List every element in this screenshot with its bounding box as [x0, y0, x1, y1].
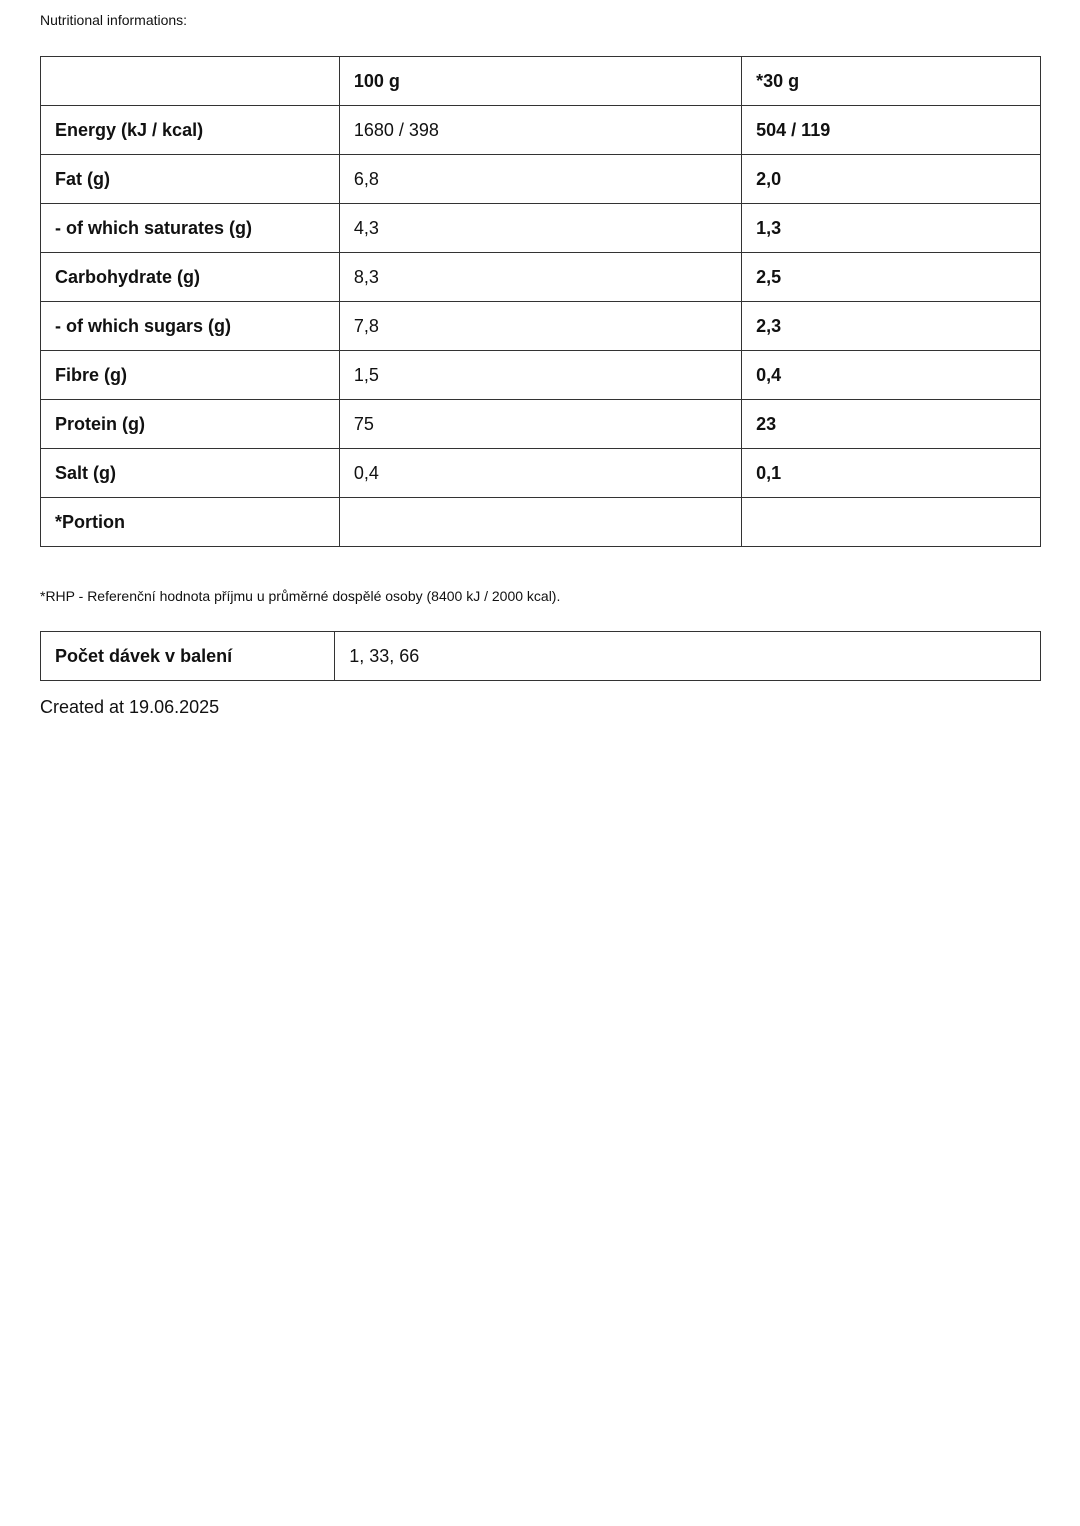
table-row: [41, 498, 1041, 547]
row-label: - of which saturates (g): [41, 204, 340, 253]
row-per-portion: 2,5: [742, 253, 1041, 302]
row-per-100g: 4,3: [339, 204, 741, 253]
table-row: [41, 106, 1041, 155]
portions-table: [40, 631, 1041, 681]
rhp-footnote: *RHP - Referenční hodnota příjmu u průměrné dospělé osoby (8400 kJ / 2000 kcal).: [40, 588, 561, 604]
nutrition-table: [40, 56, 1041, 547]
table-row: [41, 302, 1041, 351]
row-per-portion: 23: [742, 400, 1041, 449]
row-per-100g: 1680 / 398: [339, 106, 741, 155]
row-label: Energy (kJ / kcal): [41, 106, 340, 155]
header-per-100g-cell: 100 g: [339, 57, 741, 106]
row-per-portion: 1,3: [742, 204, 1041, 253]
table-row: [41, 204, 1041, 253]
row-per-100g: 6,8: [339, 155, 741, 204]
row-label: Protein (g): [41, 400, 340, 449]
table-row: [41, 351, 1041, 400]
table-row: [41, 155, 1041, 204]
table-row: [41, 449, 1041, 498]
row-per-100g: [339, 498, 741, 547]
row-per-100g: 8,3: [339, 253, 741, 302]
page-heading: Nutritional informations:: [40, 12, 188, 28]
row-label: Fibre (g): [41, 351, 340, 400]
row-per-portion: [742, 498, 1041, 547]
row-label: *Portion: [41, 498, 340, 547]
row-per-portion: 2,3: [742, 302, 1041, 351]
row-label: Fat (g): [41, 155, 340, 204]
created-date: Created at 19.06.2025: [40, 697, 220, 717]
portions-value: 1, 33, 66: [335, 632, 1041, 681]
table-header-row: [41, 57, 1041, 106]
row-per-100g: 1,5: [339, 351, 741, 400]
row-per-portion: 2,0: [742, 155, 1041, 204]
row-per-100g: 0,4: [339, 449, 741, 498]
portions-label: Počet dávek v balení: [41, 632, 335, 681]
table-row: [41, 253, 1041, 302]
table-row: [41, 632, 1041, 681]
table-row: [41, 400, 1041, 449]
row-per-100g: 75: [339, 400, 741, 449]
row-per-portion: 0,4: [742, 351, 1041, 400]
row-label: Carbohydrate (g): [41, 253, 340, 302]
row-label: - of which sugars (g): [41, 302, 340, 351]
row-per-100g: 7,8: [339, 302, 741, 351]
row-label: Salt (g): [41, 449, 340, 498]
row-per-portion: 0,1: [742, 449, 1041, 498]
row-per-portion: 504 / 119: [742, 106, 1041, 155]
header-label-cell: [41, 57, 340, 106]
header-per-portion-cell: *30 g: [742, 57, 1041, 106]
